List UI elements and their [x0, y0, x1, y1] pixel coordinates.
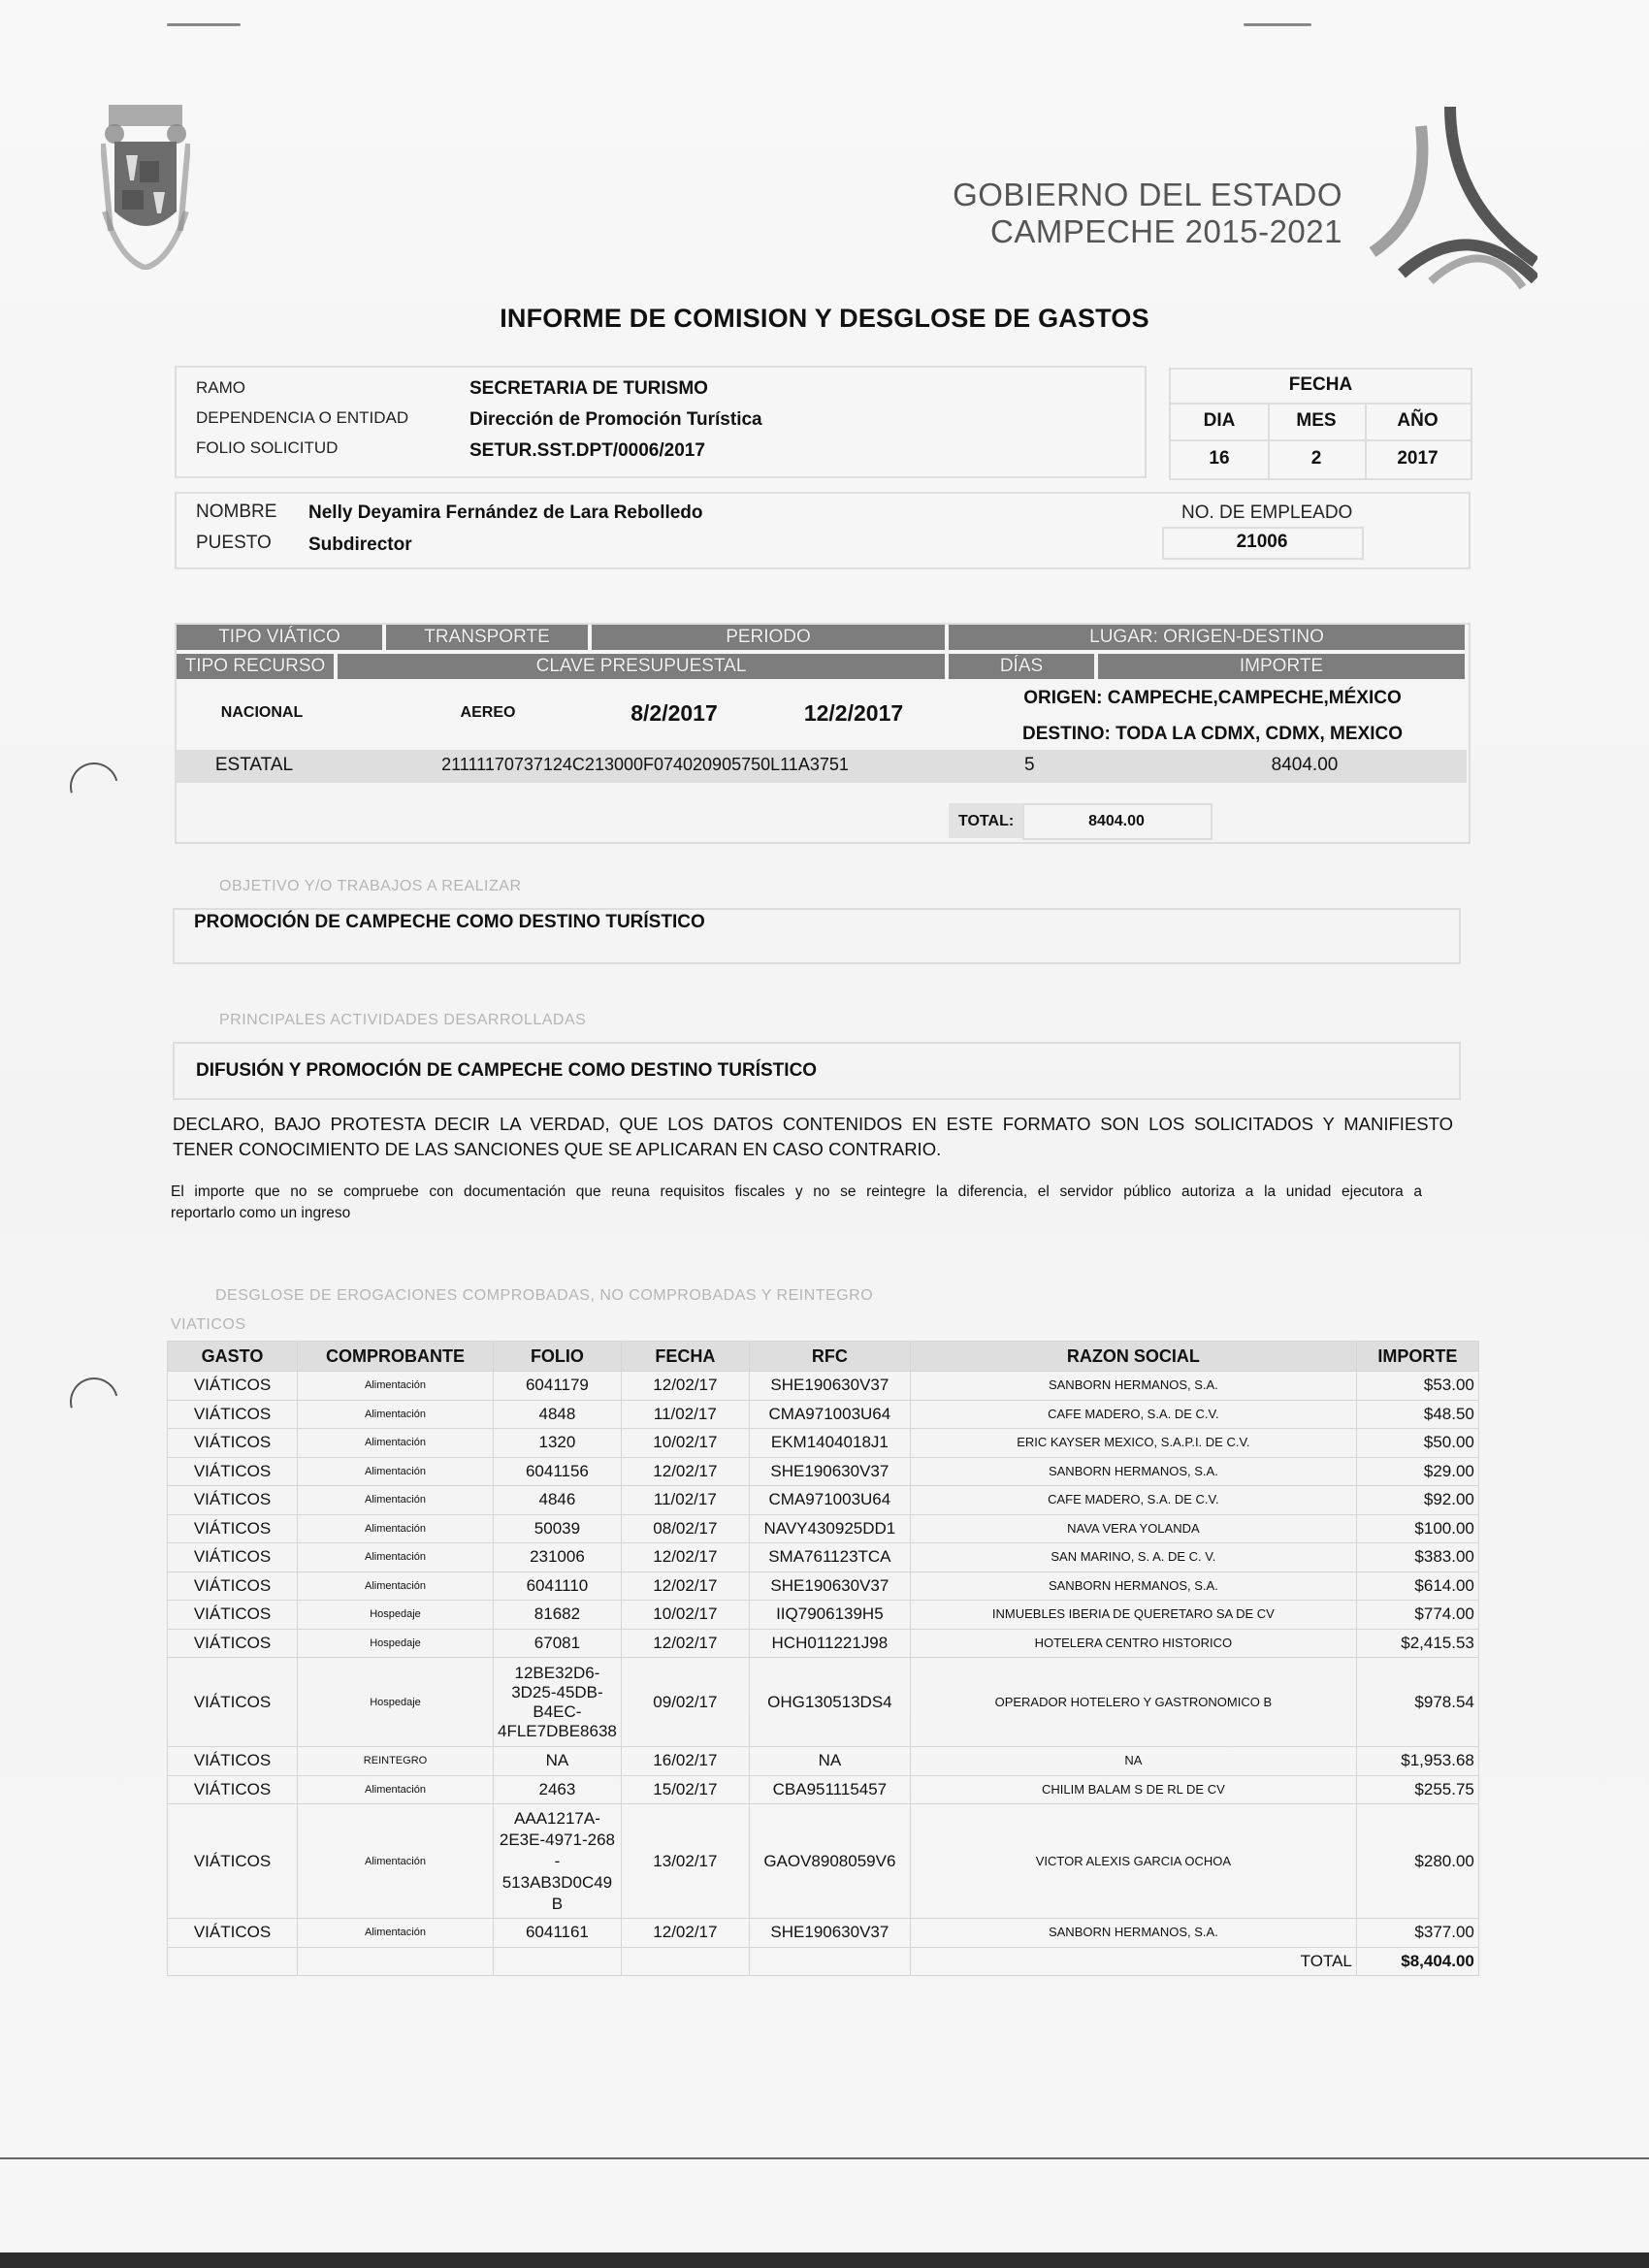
- razon-cell: SANBORN HERMANOS, S.A.: [910, 1457, 1356, 1486]
- comprobante-cell: Alimentación: [298, 1372, 494, 1401]
- table-row: [168, 1372, 1479, 1401]
- actividades-label: PRINCIPALES ACTIVIDADES DESARROLLADAS: [219, 1012, 587, 1028]
- razon-cell: OPERADOR HOTELERO Y GASTRONOMICO B: [910, 1658, 1356, 1747]
- comprobante-cell: Hospedaje: [298, 1601, 494, 1630]
- fecha-cell: 11/02/17: [621, 1486, 749, 1515]
- rfc-cell: HCH011221J98: [749, 1629, 910, 1658]
- folio-cell: 4848: [494, 1400, 622, 1429]
- rfc-cell: NAVY430925DD1: [749, 1514, 910, 1543]
- periodo-inicio: 8/2/2017: [630, 700, 718, 726]
- origen-value: ORIGEN: CAMPECHE,CAMPECHE,MÉXICO: [1023, 688, 1402, 708]
- hole-punch-mark: [61, 1369, 127, 1435]
- folio-cell: 12BE32D6- 3D25-45DB- B4EC- 4FLE7DBE8638: [494, 1658, 622, 1747]
- razon-cell: CHILIM BALAM S DE RL DE CV: [910, 1775, 1356, 1804]
- nota-line2: reportarlo como un ingreso: [171, 1205, 351, 1221]
- importe-cell: $29.00: [1356, 1457, 1478, 1486]
- fecha-cell: 08/02/17: [621, 1514, 749, 1543]
- expenses-table: [167, 1341, 1479, 1976]
- folio-cell: 2463: [494, 1775, 622, 1804]
- razon-cell: SANBORN HERMANOS, S.A.: [910, 1571, 1356, 1601]
- scan-edge-line: [0, 2157, 1649, 2159]
- fecha-cell: 12/02/17: [621, 1919, 749, 1948]
- desglose-subtitle: VIATICOS: [171, 1316, 246, 1333]
- gasto-cell: VIÁTICOS: [168, 1486, 298, 1515]
- comprobante-cell: Alimentación: [298, 1514, 494, 1543]
- tipo-recurso-value: ESTATAL: [214, 755, 294, 775]
- gasto-cell: VIÁTICOS: [168, 1658, 298, 1747]
- comprobante-cell: Alimentación: [298, 1400, 494, 1429]
- dependencia-value: Dirección de Promoción Turística: [469, 409, 762, 430]
- importe-cell: $48.50: [1356, 1400, 1478, 1429]
- table-row: [168, 1429, 1479, 1458]
- importe-cell: $100.00: [1356, 1514, 1478, 1543]
- rfc-cell: SHE190630V37: [749, 1571, 910, 1601]
- table-row: [168, 1457, 1479, 1486]
- col-rfc: RFC: [749, 1342, 910, 1372]
- folio-solicitud-value: SETUR.SST.DPT/0006/2017: [469, 440, 705, 461]
- rfc-cell: NA: [749, 1747, 910, 1776]
- viatico-total-value: 8404.00: [1088, 813, 1145, 829]
- table-row: [168, 1919, 1479, 1948]
- comprobante-cell: Hospedaje: [298, 1629, 494, 1658]
- destino-value: DESTINO: TODA LA CDMX, CDMX, MEXICO: [1022, 724, 1403, 744]
- rfc-cell: SHE190630V37: [749, 1919, 910, 1948]
- table-row: [168, 1658, 1479, 1747]
- rfc-cell: SMA761123TCA: [749, 1543, 910, 1572]
- transporte-value: AEREO: [460, 704, 516, 721]
- table-row: [168, 1747, 1479, 1776]
- col-importe: IMPORTE: [1356, 1342, 1478, 1372]
- razon-cell: ERIC KAYSER MEXICO, S.A.P.I. DE C.V.: [910, 1429, 1356, 1458]
- gasto-cell: VIÁTICOS: [168, 1571, 298, 1601]
- folio-cell: 6041156: [494, 1457, 622, 1486]
- gasto-cell: VIÁTICOS: [168, 1372, 298, 1401]
- state-crest-icon: [101, 105, 190, 270]
- rfc-cell: IIQ7906139H5: [749, 1601, 910, 1630]
- importe-cell: $255.75: [1356, 1775, 1478, 1804]
- gasto-cell: VIÁTICOS: [168, 1747, 298, 1776]
- header-tipo-viatico: TIPO VIÁTICO: [177, 625, 382, 650]
- gasto-cell: VIÁTICOS: [168, 1400, 298, 1429]
- page-title: INFORME DE COMISION Y DESGLOSE DE GASTOS: [500, 304, 1149, 333]
- table-row: [168, 1775, 1479, 1804]
- importe-cell: $383.00: [1356, 1543, 1478, 1572]
- fecha-cell: 11/02/17: [621, 1400, 749, 1429]
- gasto-cell: VIÁTICOS: [168, 1514, 298, 1543]
- gov-name-line1: GOBIERNO DEL ESTADO: [953, 177, 1342, 212]
- fecha-cell: 12/02/17: [621, 1629, 749, 1658]
- fecha-cell: 09/02/17: [621, 1658, 749, 1747]
- puesto-label: PUESTO: [196, 533, 272, 553]
- numero-empleado-value: 21006: [1236, 532, 1288, 552]
- objetivo-text: PROMOCIÓN DE CAMPECHE COMO DESTINO TURÍSTICO: [194, 912, 705, 932]
- fecha-cell: 16/02/17: [621, 1747, 749, 1776]
- rfc-cell: CBA951115457: [749, 1775, 910, 1804]
- folio-cell: 6041110: [494, 1571, 622, 1601]
- comprobante-cell: REINTEGRO: [298, 1747, 494, 1776]
- folio-cell: AAA1217A- 2E3E-4971-268 - 513AB3D0C49 B: [494, 1804, 622, 1919]
- folio-cell: 1320: [494, 1429, 622, 1458]
- dia-label: DIA: [1203, 410, 1236, 431]
- rfc-cell: EKM1404018J1: [749, 1429, 910, 1458]
- razon-cell: VICTOR ALEXIS GARCIA OCHOA: [910, 1804, 1356, 1919]
- importe-cell: $978.54: [1356, 1658, 1478, 1747]
- col-gasto: GASTO: [168, 1342, 298, 1372]
- importe-cell: $280.00: [1356, 1804, 1478, 1919]
- header-importe: IMPORTE: [1098, 654, 1465, 679]
- header-periodo: PERIODO: [592, 625, 945, 650]
- rfc-cell: CMA971003U64: [749, 1400, 910, 1429]
- importe-cell: $614.00: [1356, 1571, 1478, 1601]
- rfc-cell: SHE190630V37: [749, 1372, 910, 1401]
- folio-cell: 6041161: [494, 1919, 622, 1948]
- importe-value: 8404.00: [1271, 755, 1339, 775]
- gasto-cell: VIÁTICOS: [168, 1457, 298, 1486]
- comprobante-cell: Alimentación: [298, 1919, 494, 1948]
- gasto-cell: VIÁTICOS: [168, 1601, 298, 1630]
- declaracion-line2: TENER CONOCIMIENTO DE LAS SANCIONES QUE SE APLICARAN EN CASO CONTRARIO.: [173, 1139, 942, 1159]
- table-header-row: [168, 1342, 1479, 1372]
- folio-cell: 67081: [494, 1629, 622, 1658]
- numero-empleado-label: NO. DE EMPLEADO: [1181, 502, 1353, 523]
- importe-cell: $2,415.53: [1356, 1629, 1478, 1658]
- objetivo-label: OBJETIVO Y/O TRABAJOS A REALIZAR: [219, 878, 522, 894]
- comprobante-cell: Alimentación: [298, 1543, 494, 1572]
- gov-name-line2: CAMPECHE 2015-2021: [989, 213, 1342, 249]
- folio-cell: NA: [494, 1747, 622, 1776]
- table-row: [168, 1543, 1479, 1572]
- total-row: [168, 1947, 1479, 1976]
- header-lugar: LUGAR: ORIGEN-DESTINO: [949, 625, 1465, 650]
- total-label: TOTAL: [910, 1947, 1356, 1976]
- table-row: [168, 1514, 1479, 1543]
- fecha-cell: 12/02/17: [621, 1543, 749, 1572]
- comprobante-cell: Alimentación: [298, 1429, 494, 1458]
- table-row: [168, 1571, 1479, 1601]
- folio-solicitud-label: FOLIO SOLICITUD: [196, 438, 339, 457]
- col-razon-social: RAZON SOCIAL: [910, 1342, 1356, 1372]
- fecha-box: [1169, 368, 1472, 480]
- mes-label: MES: [1296, 410, 1337, 431]
- importe-cell: $774.00: [1356, 1601, 1478, 1630]
- tipo-viatico-value: NACIONAL: [220, 704, 304, 721]
- rfc-cell: SHE190630V37: [749, 1457, 910, 1486]
- importe-cell: $50.00: [1356, 1429, 1478, 1458]
- nombre-value: Nelly Deyamira Fernández de Lara Rebolledo: [308, 502, 703, 523]
- viatico-total-label: TOTAL:: [958, 813, 1015, 829]
- anio-label: AÑO: [1397, 410, 1439, 431]
- rfc-cell: OHG130513DS4: [749, 1658, 910, 1747]
- razon-cell: INMUEBLES IBERIA DE QUERETARO SA DE CV: [910, 1601, 1356, 1630]
- importe-cell: $1,953.68: [1356, 1747, 1478, 1776]
- ramo-value: SECRETARIA DE TURISMO: [469, 378, 708, 399]
- col-fecha: FECHA: [621, 1342, 749, 1372]
- table-row: [168, 1601, 1479, 1630]
- comprobante-cell: Alimentación: [298, 1486, 494, 1515]
- scan-mark: [167, 23, 241, 26]
- fecha-cell: 10/02/17: [621, 1601, 749, 1630]
- gasto-cell: VIÁTICOS: [168, 1804, 298, 1919]
- fecha-cell: 15/02/17: [621, 1775, 749, 1804]
- comprobante-cell: Alimentación: [298, 1804, 494, 1919]
- puesto-value: Subdirector: [308, 535, 412, 555]
- rfc-cell: CMA971003U64: [749, 1486, 910, 1515]
- gasto-cell: VIÁTICOS: [168, 1629, 298, 1658]
- folio-cell: 50039: [494, 1514, 622, 1543]
- table-row: [168, 1400, 1479, 1429]
- razon-cell: SAN MARINO, S. A. DE C. V.: [910, 1543, 1356, 1572]
- gov-logo-icon: [1363, 97, 1537, 291]
- table-row: [168, 1486, 1479, 1515]
- col-comprobante: COMPROBANTE: [298, 1342, 494, 1372]
- importe-cell: $53.00: [1356, 1372, 1478, 1401]
- table-row: [168, 1629, 1479, 1658]
- folio-cell: 81682: [494, 1601, 622, 1630]
- fecha-label: FECHA: [1288, 374, 1353, 395]
- declaracion-line1: DECLARO, BAJO PROTESTA DECIR LA VERDAD, QUE LOS DATOS CONTENIDOS EN ESTE FORMATO SON LOS SOLICITADOS Y MANIFIESTO: [173, 1114, 1453, 1134]
- scan-mark: [1244, 23, 1311, 26]
- folio-cell: 4846: [494, 1486, 622, 1515]
- actividades-text: DIFUSIÓN Y PROMOCIÓN DE CAMPECHE COMO DESTINO TURÍSTICO: [196, 1060, 818, 1081]
- razon-cell: SANBORN HERMANOS, S.A.: [910, 1919, 1356, 1948]
- desglose-title: DESGLOSE DE EROGACIONES COMPROBADAS, NO COMPROBADAS Y REINTEGRO: [215, 1287, 874, 1304]
- fecha-cell: 12/02/17: [621, 1571, 749, 1601]
- razon-cell: NA: [910, 1747, 1356, 1776]
- table-row: [168, 1804, 1479, 1919]
- periodo-fin: 12/2/2017: [803, 700, 904, 726]
- col-folio: FOLIO: [494, 1342, 622, 1372]
- razon-cell: CAFE MADERO, S.A. DE C.V.: [910, 1400, 1356, 1429]
- gasto-cell: VIÁTICOS: [168, 1775, 298, 1804]
- importe-cell: $92.00: [1356, 1486, 1478, 1515]
- fecha-cell: 10/02/17: [621, 1429, 749, 1458]
- folio-cell: 231006: [494, 1543, 622, 1572]
- comprobante-cell: Alimentación: [298, 1571, 494, 1601]
- mes-value: 2: [1310, 448, 1322, 469]
- fecha-cell: 12/02/17: [621, 1457, 749, 1486]
- razon-cell: CAFE MADERO, S.A. DE C.V.: [910, 1486, 1356, 1515]
- header-dias: DÍAS: [949, 654, 1094, 679]
- total-value: $8,404.00: [1356, 1947, 1478, 1976]
- gasto-cell: VIÁTICOS: [168, 1543, 298, 1572]
- rfc-cell: GAOV8908059V6: [749, 1804, 910, 1919]
- header-clave-presupuestal: CLAVE PRESUPUESTAL: [338, 654, 945, 679]
- nota-line1: El importe que no se compruebe con documentación que reuna requisitos fiscales y no se reintegre la diferencia, el servidor público autoriza a la unidad ejecutora a: [171, 1183, 1422, 1200]
- dias-value: 5: [1024, 755, 1035, 775]
- razon-cell: SANBORN HERMANOS, S.A.: [910, 1372, 1356, 1401]
- gasto-cell: VIÁTICOS: [168, 1919, 298, 1948]
- clave-presupuestal-value: 21111170737124C213000F074020905750L11A3751: [441, 755, 849, 774]
- header-tipo-recurso: TIPO RECURSO: [177, 654, 334, 679]
- comprobante-cell: Alimentación: [298, 1457, 494, 1486]
- razon-cell: HOTELERA CENTRO HISTORICO: [910, 1629, 1356, 1658]
- header-transporte: TRANSPORTE: [386, 625, 588, 650]
- fecha-cell: 13/02/17: [621, 1804, 749, 1919]
- nombre-label: NOMBRE: [196, 502, 277, 522]
- ramo-label: RAMO: [196, 378, 245, 397]
- comprobante-cell: Alimentación: [298, 1775, 494, 1804]
- scan-edge-bar: [0, 2252, 1649, 2268]
- anio-value: 2017: [1397, 448, 1439, 469]
- folio-cell: 6041179: [494, 1372, 622, 1401]
- importe-cell: $377.00: [1356, 1919, 1478, 1948]
- gasto-cell: VIÁTICOS: [168, 1429, 298, 1458]
- dia-value: 16: [1209, 448, 1230, 469]
- razon-cell: NAVA VERA YOLANDA: [910, 1514, 1356, 1543]
- comprobante-cell: Hospedaje: [298, 1658, 494, 1747]
- dependencia-label: DEPENDENCIA O ENTIDAD: [196, 408, 409, 427]
- hole-punch-mark: [61, 754, 127, 820]
- fecha-cell: 12/02/17: [621, 1372, 749, 1401]
